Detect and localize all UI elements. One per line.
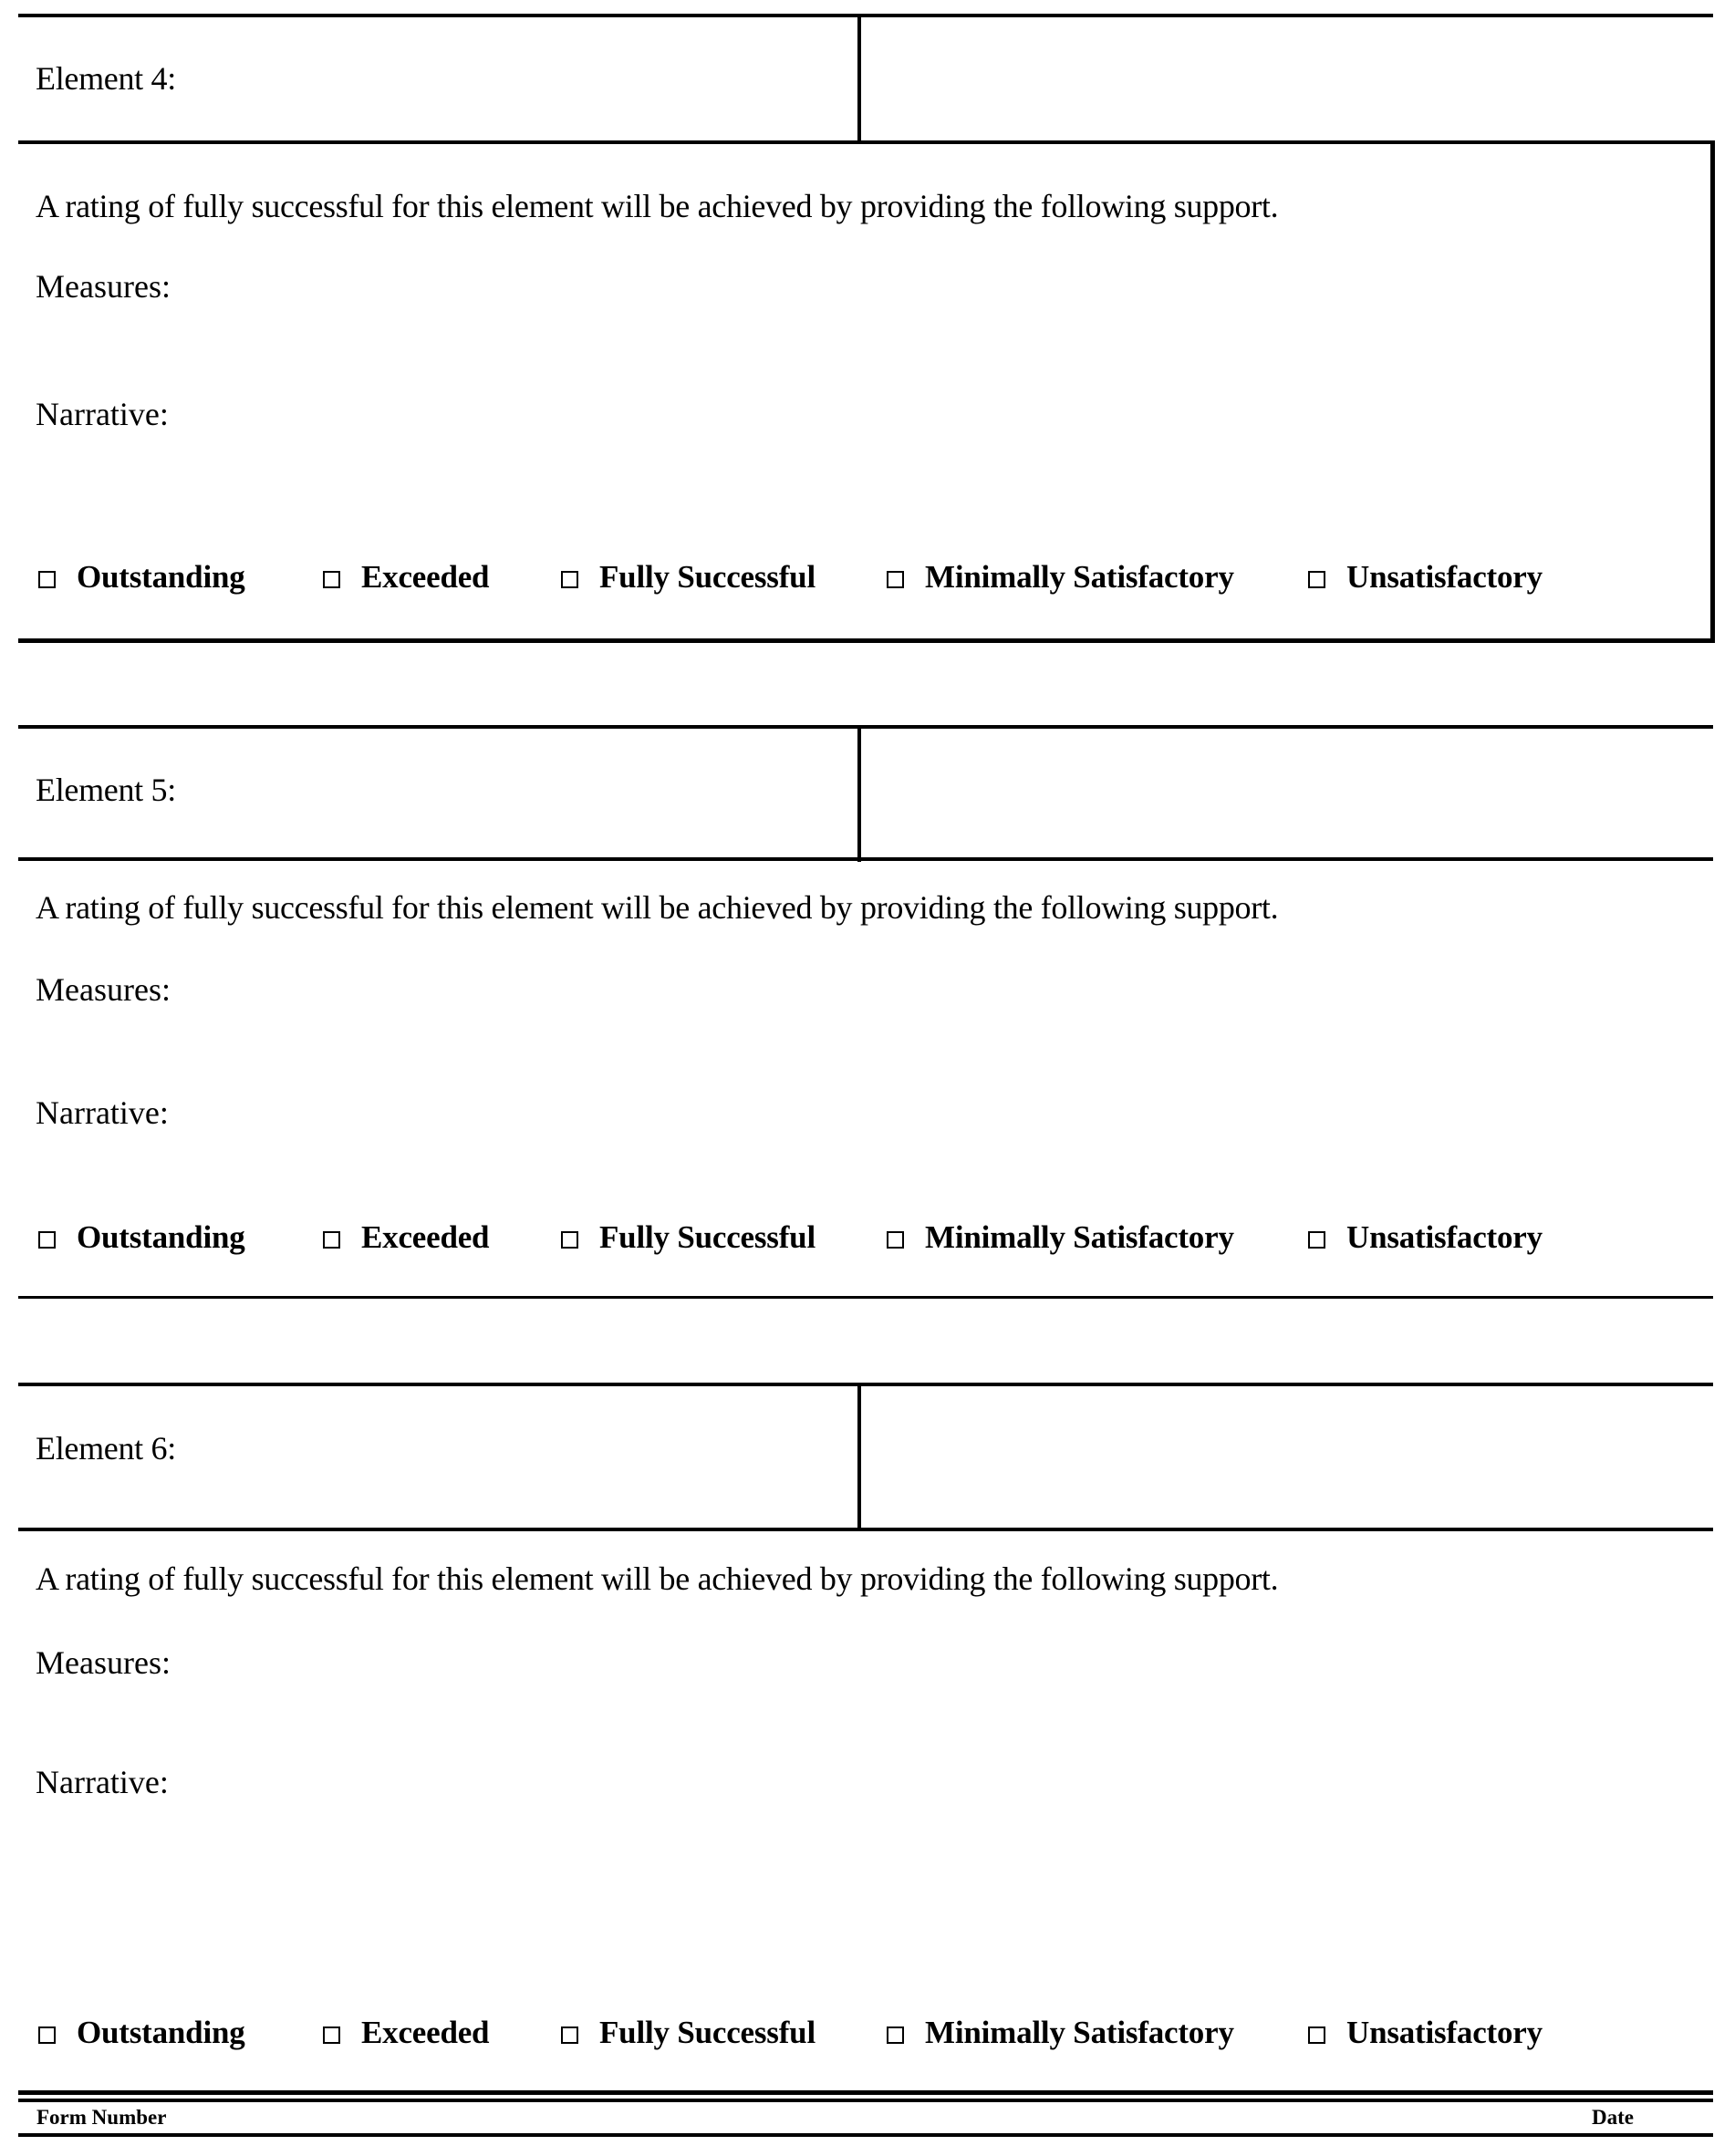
element-6-rating-exceeded[interactable] (323, 2016, 489, 2049)
rating-label: Unsatisfactory (1346, 559, 1543, 595)
element-4-title: Element 4: (36, 60, 176, 97)
element-6-narrative-field[interactable] (36, 1802, 1696, 2012)
element-5-measures-label: Measures: (36, 971, 171, 1008)
checkbox-icon[interactable] (887, 2026, 904, 2044)
element-4-criteria-text: A rating of fully successful for this element will be achieved by providing the following support. (36, 188, 1279, 224)
checkbox-icon[interactable] (323, 571, 340, 588)
element-4-rating-exceeded[interactable] (323, 561, 489, 594)
element-6-rating-fully-successful[interactable] (561, 2016, 816, 2049)
element-5-rating-unsatisfactory[interactable] (1308, 1221, 1543, 1254)
rating-label: Unsatisfactory (1346, 2015, 1543, 2050)
element-5-rating-exceeded[interactable] (323, 1221, 489, 1254)
rating-label: Minimally Satisfactory (925, 2015, 1234, 2050)
rating-label: Exceeded (361, 1219, 490, 1255)
element-4-header-divider (857, 14, 861, 144)
element-5-rating-minimally-satisfactory[interactable] (887, 1221, 1234, 1254)
rating-label: Fully Successful (599, 1219, 816, 1255)
rating-label: Outstanding (77, 2015, 245, 2050)
checkbox-icon[interactable] (561, 2026, 578, 2044)
element-4-rating-outstanding[interactable] (38, 561, 245, 594)
footer-top-border-1 (18, 2090, 1713, 2095)
rating-label: Fully Successful (599, 559, 816, 595)
element-4-value-field[interactable] (863, 17, 1711, 140)
rating-label: Outstanding (77, 559, 245, 595)
element-6-criteria-text: A rating of fully successful for this element will be achieved by providing the following support. (36, 1560, 1279, 1597)
element-4-header-bottom-border (18, 140, 1713, 144)
checkbox-icon[interactable] (38, 2026, 56, 2044)
rating-label: Exceeded (361, 2015, 490, 2050)
element-4-right-border (1710, 140, 1715, 643)
rating-label: Exceeded (361, 559, 490, 595)
element-5-narrative-label: Narrative: (36, 1094, 169, 1131)
checkbox-icon[interactable] (1308, 1231, 1325, 1249)
element-4-measures-field[interactable] (36, 306, 1696, 389)
element-5-header-divider (857, 725, 861, 862)
checkbox-icon[interactable] (1308, 571, 1325, 588)
element-5-criteria-text: A rating of fully successful for this element will be achieved by providing the following support. (36, 889, 1279, 926)
checkbox-icon[interactable] (887, 571, 904, 588)
element-5-value-field[interactable] (863, 729, 1711, 856)
element-5-rating-fully-successful[interactable] (561, 1221, 816, 1254)
element-4-bottom-border (18, 638, 1715, 643)
checkbox-icon[interactable] (561, 1231, 578, 1249)
checkbox-icon[interactable] (1308, 2026, 1325, 2044)
rating-label: Minimally Satisfactory (925, 559, 1234, 595)
element-6-measures-field[interactable] (36, 1683, 1696, 1765)
date-label: Date (1592, 2106, 1634, 2129)
checkbox-icon[interactable] (323, 2026, 340, 2044)
element-6-rating-unsatisfactory[interactable] (1308, 2016, 1543, 2049)
checkbox-icon[interactable] (561, 571, 578, 588)
element-6-rating-outstanding[interactable] (38, 2016, 245, 2049)
rating-label: Outstanding (77, 1219, 245, 1255)
element-5-title: Element 5: (36, 772, 176, 808)
rating-label: Fully Successful (599, 2015, 816, 2050)
footer-bottom-border (18, 2133, 1713, 2137)
checkbox-icon[interactable] (323, 1231, 340, 1249)
element-5-header-bottom-border (18, 857, 1713, 861)
element-6-rating-minimally-satisfactory[interactable] (887, 2016, 1234, 2049)
element-5-narrative-field[interactable] (36, 1133, 1696, 1215)
element-6-measures-label: Measures: (36, 1644, 171, 1681)
element-4-rating-fully-successful[interactable] (561, 561, 816, 594)
checkbox-icon[interactable] (38, 571, 56, 588)
element-5-bottom-border (18, 1296, 1713, 1299)
element-6-header-divider (857, 1383, 861, 1531)
footer-top-border-2 (18, 2099, 1713, 2102)
checkbox-icon[interactable] (887, 1231, 904, 1249)
element-4-narrative-label: Narrative: (36, 396, 169, 432)
element-4-narrative-field[interactable] (36, 434, 1696, 553)
element-5-rating-outstanding[interactable] (38, 1221, 245, 1254)
element-4-rating-minimally-satisfactory[interactable] (887, 561, 1234, 594)
element-5-measures-field[interactable] (36, 1010, 1696, 1092)
form-number-label: Form Number (36, 2106, 167, 2129)
element-4-rating-unsatisfactory[interactable] (1308, 561, 1543, 594)
rating-label: Unsatisfactory (1346, 1219, 1543, 1255)
element-6-narrative-label: Narrative: (36, 1764, 169, 1800)
element-4-measures-label: Measures: (36, 268, 171, 305)
element-6-header-bottom-border (18, 1528, 1713, 1531)
element-6-title: Element 6: (36, 1430, 176, 1467)
rating-label: Minimally Satisfactory (925, 1219, 1234, 1255)
checkbox-icon[interactable] (38, 1231, 56, 1249)
element-6-value-field[interactable] (863, 1386, 1711, 1528)
